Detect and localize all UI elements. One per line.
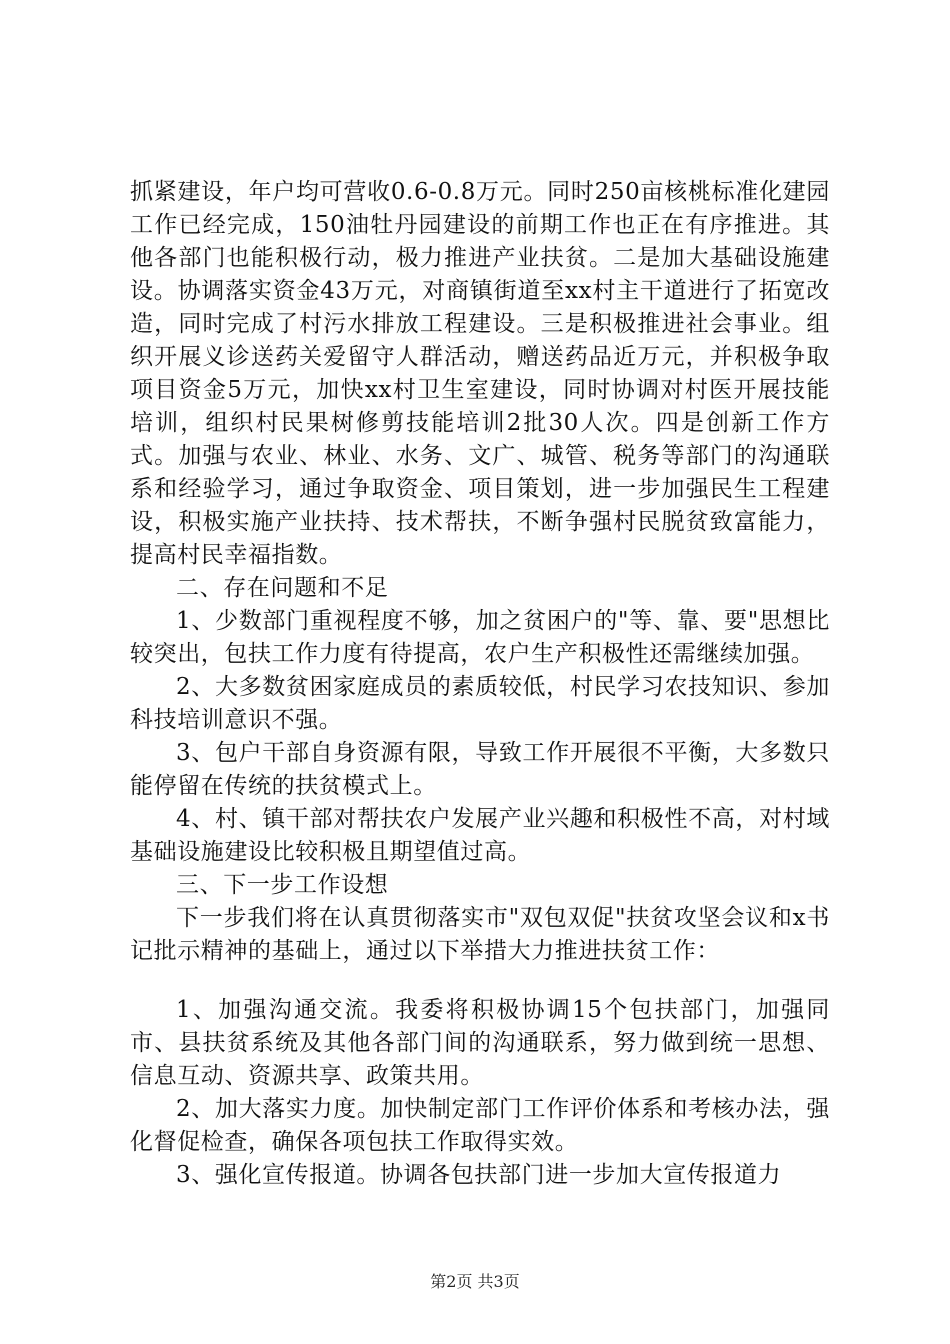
paragraph-problem-3: 3、包户干部自身资源有限，导致工作开展很不平衡，大多数只能停留在传统的扶贫模式上。 [130,740,830,799]
paragraph-measure-2: 2、加大落实力度。加快制定部门工作评价体系和考核办法，强化督促检查，确保各项包扶工作取得实效。 [130,1096,830,1155]
paragraph-industry-poverty: 抓紧建设，年户均可营收0.6-0.8万元。同时250亩核桃标准化建园工作已经完成，150油牡丹园建设的前期工作也正在有序推进。其他各部门也能积极行动，极力推进产业扶贫。二是加大基础设施建设。协调落实资金43万元，对商镇街道至xx村主干道进行了拓宽改造，同时完成了村污水排放工程建设。三是积极推进社会事业。组织开展义诊送药关爱留守人群活动，赠送药品近万元，并积极争取项目资金5万元，加快xx村卫生室建设，同时协调对村医开展技能培训，组织村民果树修剪技能培训2批30人次。四是创新工作方式。加强与农业、林业、水务、文广、城管、税务等部门的沟通联系和经验学习，通过争取资金、项目策划，进一步加强民生工程建设，积极实施产业扶持、技术帮扶，不断争强村民脱贫致富能力，提高村民幸福指数。 [130,179,830,568]
section-heading-next-steps: 三、下一步工作设想 [176,872,389,898]
paragraph-measure-1: 1、加强沟通交流。我委将积极协调15个包扶部门，加强同市、县扶贫系统及其他各部门间的沟通联系，努力做到统一思想、信息互动、资源共享、政策共用。 [130,997,830,1089]
page-number-footer: 第2页 共3页 [430,1272,520,1291]
section-heading-problems: 二、存在问题和不足 [176,575,389,601]
blank-line [130,968,830,994]
paragraph-problem-2: 2、大多数贫困家庭成员的素质较低，村民学习农技知识、参加科技培训意识不强。 [130,674,830,733]
document-body [130,176,830,1192]
paragraph-problem-1: 1、少数部门重视程度不够，加之贫困户的"等、靠、要"思想比较突出，包扶工作力度有待提高，农户生产积极性还需继续加强。 [130,608,830,667]
paragraph-problem-4: 4、村、镇干部对帮扶农户发展产业兴趣和积极性不高，对村域基础设施建设比较积极且期望值过高。 [130,806,830,865]
paragraph-next-steps-intro: 下一步我们将在认真贯彻落实市"双包双促"扶贫攻坚会议和x书记批示精神的基础上，通过以下举措大力推进扶贫工作： [130,905,830,964]
paragraph-measure-3: 3、强化宣传报道。协调各包扶部门进一步加大宣传报道力 [176,1162,782,1188]
